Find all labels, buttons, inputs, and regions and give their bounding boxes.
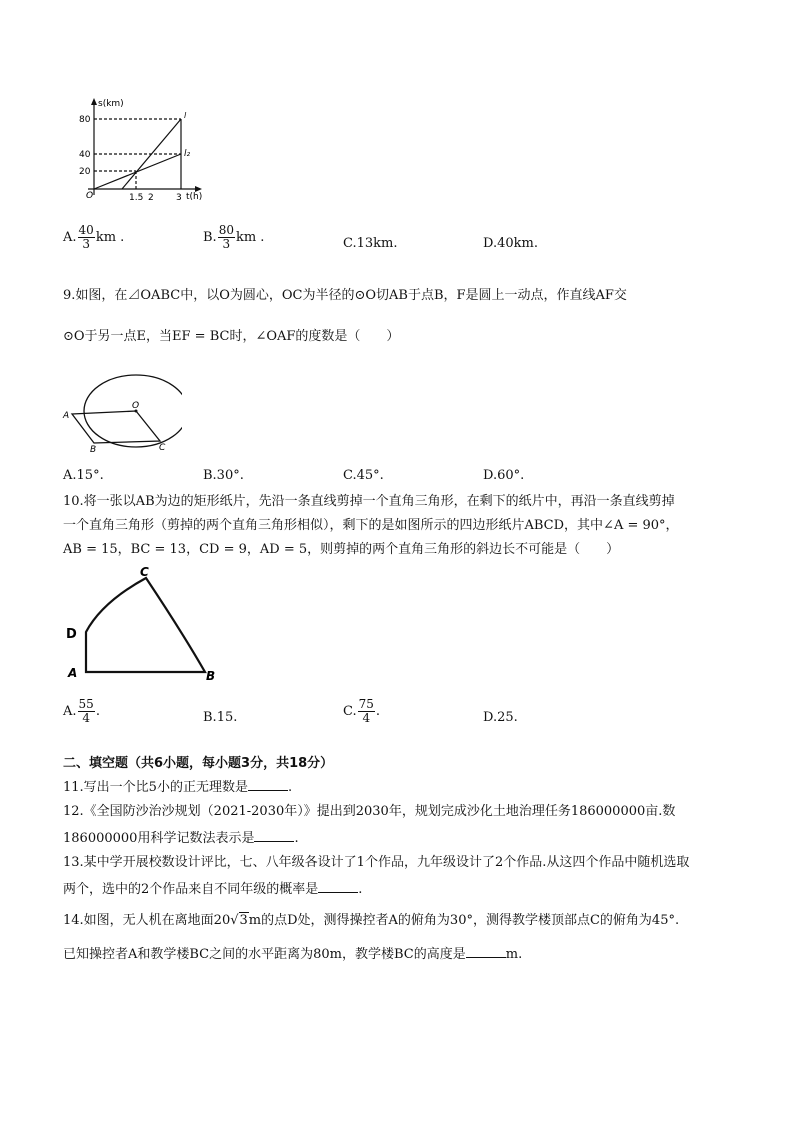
line-l2-label: l₂ [184, 149, 191, 159]
label-a: A [63, 411, 70, 421]
q10-option-a[interactable]: A. $\frac{55}{4}$ . [63, 697, 100, 725]
line-l2 [94, 154, 181, 189]
label-b: B [90, 445, 97, 454]
section-2-title: 二、填空题（共6小题，每小题3分，共18分） [63, 756, 334, 771]
q9-stem-line1: 9.如图，在⊿OABC中，以O为圆心，OC为半径的⊙O切AB于点B，F是圆上一动点，作直线AF交 [63, 288, 627, 303]
q11-answer-blank[interactable] [248, 778, 288, 791]
q14-line1: 14.如图，无人机在离地面20√3m的点D处，测得操控者A的俯角为30°，测得教学楼顶部点C的俯角为45°. [63, 913, 680, 928]
q9-option-d[interactable]: D.60°. [483, 468, 525, 483]
q10-quadrilateral-figure [62, 562, 222, 686]
sqrt-symbol: √ [230, 913, 239, 928]
q10-option-b[interactable]: B.15. [203, 710, 238, 725]
q8-option-c[interactable]: C.13km. [343, 236, 398, 251]
quadrilateral-abcd [86, 578, 205, 672]
label-c: C [140, 565, 149, 579]
q14-line2: 已知操控者A和教学楼BC之间的水平距离为80m，教学楼BC的高度是 m. [63, 947, 523, 962]
label-b: B [206, 669, 216, 683]
x-tick-3: 3 [176, 193, 182, 203]
q11: 11.写出一个比5小的正无理数是 . [63, 780, 293, 795]
q12-answer-blank[interactable] [254, 829, 294, 842]
origin-label: O [86, 191, 94, 201]
q10-option-c[interactable]: C. $\frac{75}{4}$ . [343, 697, 381, 725]
q12-line2: 186000000用科学记数法表示是 . [63, 831, 299, 846]
q14-answer-blank[interactable] [466, 945, 506, 958]
label-o: O [132, 401, 140, 411]
q10-stem-line2: 一个直角三角形（剪掉的两个直角三角形相似），剩下的是如图所示的四边形纸片ABCD，其中∠A = 90°， [63, 518, 679, 533]
q9-option-a[interactable]: A.15°. [63, 468, 104, 483]
parallelogram-oabc [72, 411, 160, 443]
q9-option-b[interactable]: B.30°. [203, 468, 244, 483]
q8-option-a[interactable]: A. $\frac{40}{3}$ km . [63, 223, 125, 251]
q9-circle-figure [62, 372, 182, 454]
q13-answer-blank[interactable] [318, 880, 358, 893]
q10-stem-line3: AB = 15，BC = 13，CD = 9，AD = 5，则剪掉的两个直角三角形的斜边长不可能是（ ） [63, 542, 620, 557]
y-tick-20: 20 [79, 167, 91, 177]
x-axis-label: t(h) [186, 192, 203, 202]
label-d: D [66, 627, 77, 642]
q10-option-d[interactable]: D.25. [483, 710, 518, 725]
x-tick-2: 2 [148, 193, 154, 203]
q8-option-b[interactable]: B. $\frac{80}{3}$ km . [203, 223, 265, 251]
y-tick-80: 80 [79, 115, 91, 125]
q12-line1: 12.《全国防沙治沙规划（2021-2030年）》提出到2030年，规划完成沙化土地治理任务186000000亩.数 [63, 804, 676, 819]
y-tick-40: 40 [79, 150, 91, 160]
q9-stem-line2: ⊙O于另一点E，当EF = BC时，∠OAF的度数是（ ） [63, 329, 400, 344]
q10-stem-line1: 10.将一张以AB为边的矩形纸片，先沿一条直线剪掉一个直角三角形，在剩下的纸片中，再沿一条直线剪掉 [63, 494, 675, 509]
q13-line1: 13.某中学开展校数设计评比，七、八年级各设计了1个作品，九年级设计了2个作品.从这四个作品中随机选取 [63, 855, 690, 870]
q8-distance-time-graph [78, 96, 208, 206]
y-axis-label: s(km) [98, 99, 124, 109]
x-tick-1-5: 1.5 [129, 193, 144, 203]
q9-option-c[interactable]: C.45°. [343, 468, 384, 483]
q13-line2: 两个，选中的2个作品来自不同年级的概率是 . [63, 882, 363, 897]
line-l-label: l [184, 111, 187, 120]
label-a: A [68, 666, 78, 680]
q8-option-d[interactable]: D.40km. [483, 236, 538, 251]
label-c: C [159, 443, 166, 453]
